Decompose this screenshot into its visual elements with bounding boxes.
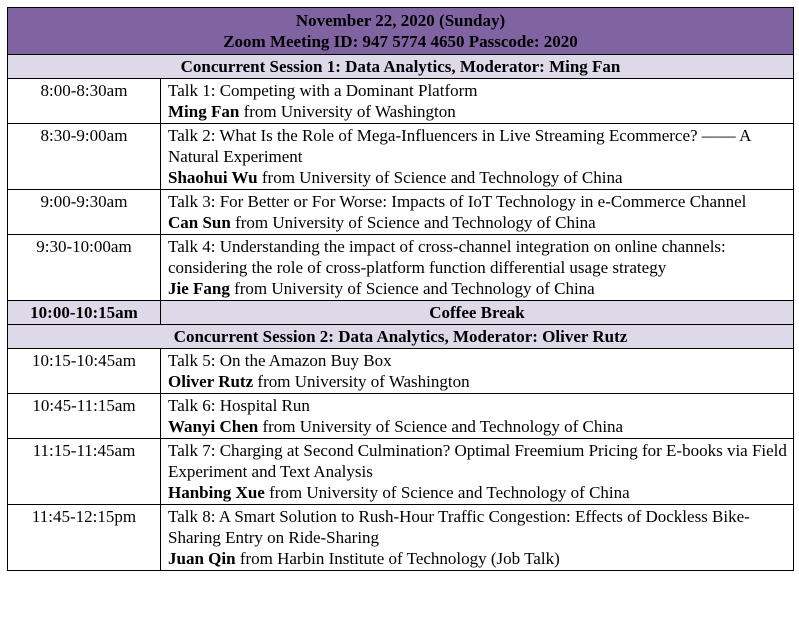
coffee-break-row xyxy=(8,301,794,325)
talk-speaker-line xyxy=(168,212,789,233)
talk-title: Talk 8: A Smart Solution to Rush-Hour Traffic Congestion: Effects of Dockless Bike-Sharing Entry on Ride-Sharing xyxy=(168,507,750,547)
talk-row-3 xyxy=(8,190,794,235)
talk-title: Talk 3: For Better or For Worse: Impacts of IoT Technology in e-Commerce Channel xyxy=(168,192,747,211)
talk-row-4 xyxy=(8,235,794,301)
header-zoom-info: Zoom Meeting ID: 947 5774 4650 Passcode: 2020 xyxy=(223,32,578,51)
speaker-affiliation: from University of Science and Technology of China xyxy=(229,279,595,298)
speaker-name: Hanbing Xue xyxy=(168,483,265,502)
speaker-name: Juan Qin xyxy=(168,549,236,568)
talk-speaker-line xyxy=(168,548,789,569)
talk-speaker-line xyxy=(168,167,789,188)
talk-details xyxy=(161,505,794,571)
talk-time: 11:45-12:15pm xyxy=(8,505,161,571)
talk-details xyxy=(161,235,794,301)
talk-title: Talk 2: What Is the Role of Mega-Influencers in Live Streaming Ecommerce? —— A Natural Experiment xyxy=(168,126,751,166)
talk-row-1 xyxy=(8,79,794,124)
session-1-title-row xyxy=(8,55,794,79)
speaker-affiliation: from Harbin Institute of Technology (Job Talk) xyxy=(235,549,560,568)
speaker-name: Shaohui Wu xyxy=(168,168,258,187)
header-date: November 22, 2020 (Sunday) xyxy=(295,11,506,30)
speaker-name: Can Sun xyxy=(168,213,231,232)
speaker-name: Ming Fan xyxy=(168,102,240,121)
speaker-affiliation: from University of Washington xyxy=(239,102,456,121)
schedule-page xyxy=(7,7,793,571)
break-label: Coffee Break xyxy=(161,301,794,325)
schedule-table xyxy=(7,7,794,571)
talk-title: Talk 6: Hospital Run xyxy=(168,396,310,415)
talk-row-2 xyxy=(8,124,794,190)
talk-row-5 xyxy=(8,349,794,394)
break-time: 10:00-10:15am xyxy=(8,301,161,325)
talk-details xyxy=(161,394,794,439)
talk-details xyxy=(161,349,794,394)
talk-row-7 xyxy=(8,439,794,505)
talk-time: 10:15-10:45am xyxy=(8,349,161,394)
speaker-affiliation: from University of Science and Technology of China xyxy=(264,483,630,502)
talk-speaker-line xyxy=(168,416,789,437)
session-1-title: Concurrent Session 1: Data Analytics, Moderator: Ming Fan xyxy=(8,55,794,79)
talk-title: Talk 7: Charging at Second Culmination? Optimal Freemium Pricing for E-books via Field Experiment and Text Analysis xyxy=(168,441,787,481)
session-2-title-row xyxy=(8,325,794,349)
talk-details xyxy=(161,190,794,235)
talk-title: Talk 4: Understanding the impact of cross-channel integration on online channels: considering the role of cross-platform function differential usage strategy xyxy=(168,237,726,277)
talk-time: 10:45-11:15am xyxy=(8,394,161,439)
speaker-name: Oliver Rutz xyxy=(168,372,254,391)
speaker-name: Wanyi Chen xyxy=(168,417,259,436)
talk-time: 9:30-10:00am xyxy=(8,235,161,301)
talk-details xyxy=(161,79,794,124)
talk-title: Talk 5: On the Amazon Buy Box xyxy=(168,351,392,370)
talk-speaker-line xyxy=(168,482,789,503)
talk-details xyxy=(161,124,794,190)
talk-row-8 xyxy=(8,505,794,571)
talk-time: 8:00-8:30am xyxy=(8,79,161,124)
talk-time: 9:00-9:30am xyxy=(8,190,161,235)
speaker-affiliation: from University of Washington xyxy=(253,372,470,391)
talk-details xyxy=(161,439,794,505)
talk-speaker-line xyxy=(168,278,789,299)
session-2-title: Concurrent Session 2: Data Analytics, Moderator: Oliver Rutz xyxy=(8,325,794,349)
talk-speaker-line xyxy=(168,101,789,122)
talk-title: Talk 1: Competing with a Dominant Platform xyxy=(168,81,478,100)
header-cell xyxy=(8,8,794,55)
speaker-affiliation: from University of Science and Technology of China xyxy=(258,417,624,436)
speaker-affiliation: from University of Science and Technology of China xyxy=(257,168,623,187)
talk-time: 11:15-11:45am xyxy=(8,439,161,505)
talk-row-6 xyxy=(8,394,794,439)
talk-speaker-line xyxy=(168,371,789,392)
header-row xyxy=(8,8,794,55)
speaker-name: Jie Fang xyxy=(168,279,230,298)
talk-time: 8:30-9:00am xyxy=(8,124,161,190)
speaker-affiliation: from University of Science and Technology of China xyxy=(230,213,596,232)
